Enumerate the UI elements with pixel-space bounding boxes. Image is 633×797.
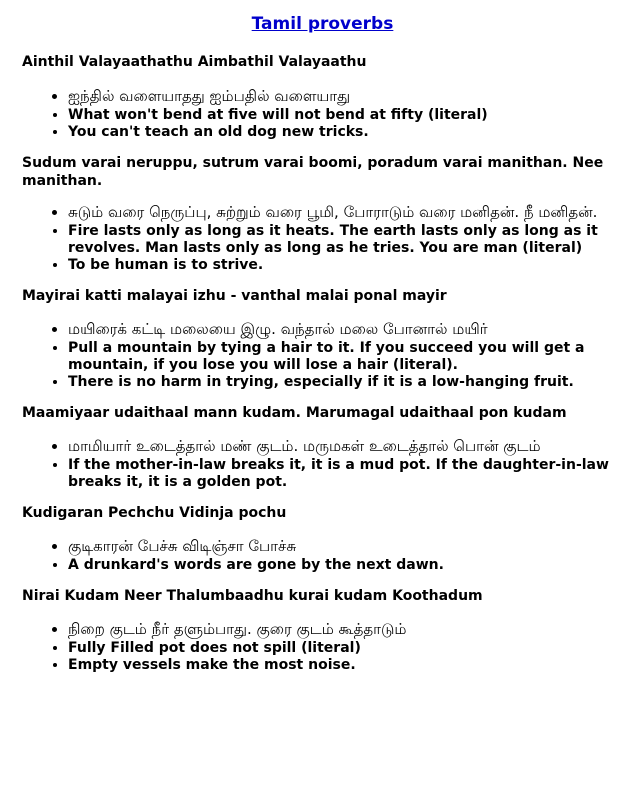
tamil-text: • மயிரைக் கட்டி மலையை இழு. வந்தால் மலை போனால் மயிர் <box>68 318 623 340</box>
proverb-list <box>22 201 623 274</box>
list-item: • You can't teach an old dog new tricks. <box>68 124 623 141</box>
proverb-heading: Kudigaran Pechchu Vidinja pochu <box>22 505 287 521</box>
proverb-section <box>22 154 623 274</box>
list-item: • Pull a mountain by tying a hair to it. If you succeed you will get a mountain, if you lose you will lose a hair (literal). <box>68 340 623 374</box>
proverb-list <box>22 435 623 491</box>
page-title <box>22 0 623 40</box>
list-item: • If the mother-in-law breaks it, it is a mud pot. If the daughter-in-law breaks it, it is a golden pot. <box>68 457 623 491</box>
tamil-text: • நிறை குடம் நீர் தளும்பாது. குரை குடம் கூத்தாடும் <box>68 618 623 640</box>
proverb-heading: Mayirai katti malayai izhu - vanthal malai ponal mayir <box>22 288 447 304</box>
proverb-section <box>22 404 623 491</box>
tamil-text: • மாமியார் உடைத்தால் மண் குடம். மருமகள் உடைத்தால் பொன் குடம் <box>68 435 623 457</box>
list-item: • There is no harm in trying, especially if it is a low-hanging fruit. <box>68 374 623 391</box>
proverb-list <box>22 618 623 674</box>
page-title-link[interactable]: Tamil proverbs <box>251 14 394 34</box>
list-item: • To be human is to strive. <box>68 257 623 274</box>
tamil-text: • சுடும் வரை நெருப்பு, சுற்றும் வரை பூமி, போராடும் வரை மனிதன். நீ மனிதன். <box>68 201 623 223</box>
proverb-heading: Nirai Kudam Neer Thalumbaadhu kurai kudam Koothadum <box>22 588 483 604</box>
list-item: • Fire lasts only as long as it heats. The earth lasts only as long as it revolves. Man lasts only as long as he tries. You are man (literal) <box>68 223 623 257</box>
proverb-list <box>22 85 623 141</box>
list-item: • A drunkard's words are gone by the next dawn. <box>68 557 623 574</box>
proverb-section <box>22 287 623 391</box>
proverb-heading: Sudum varai neruppu, sutrum varai boomi, poradum varai manithan. Nee manithan. <box>22 155 604 189</box>
proverb-section <box>22 504 623 574</box>
list-item: • Fully Filled pot does not spill (literal) <box>68 640 623 657</box>
list-item: • What won't bend at five will not bend at fifty (literal) <box>68 107 623 124</box>
proverb-heading: Maamiyaar udaithaal mann kudam. Marumagal udaithaal pon kudam <box>22 405 567 421</box>
proverb-section <box>22 53 623 141</box>
proverb-heading: Ainthil Valayaathathu Aimbathil Valayaathu <box>22 54 367 70</box>
proverb-section <box>22 587 623 674</box>
proverb-list <box>22 535 623 574</box>
proverb-list <box>22 318 623 391</box>
tamil-text: • ஐந்தில் வளையாதது ஐம்பதில் வளையாது <box>68 85 623 107</box>
list-item: • Empty vessels make the most noise. <box>68 657 623 674</box>
tamil-text: • குடிகாரன் பேச்சு விடிஞ்சா போச்சு <box>68 535 623 557</box>
